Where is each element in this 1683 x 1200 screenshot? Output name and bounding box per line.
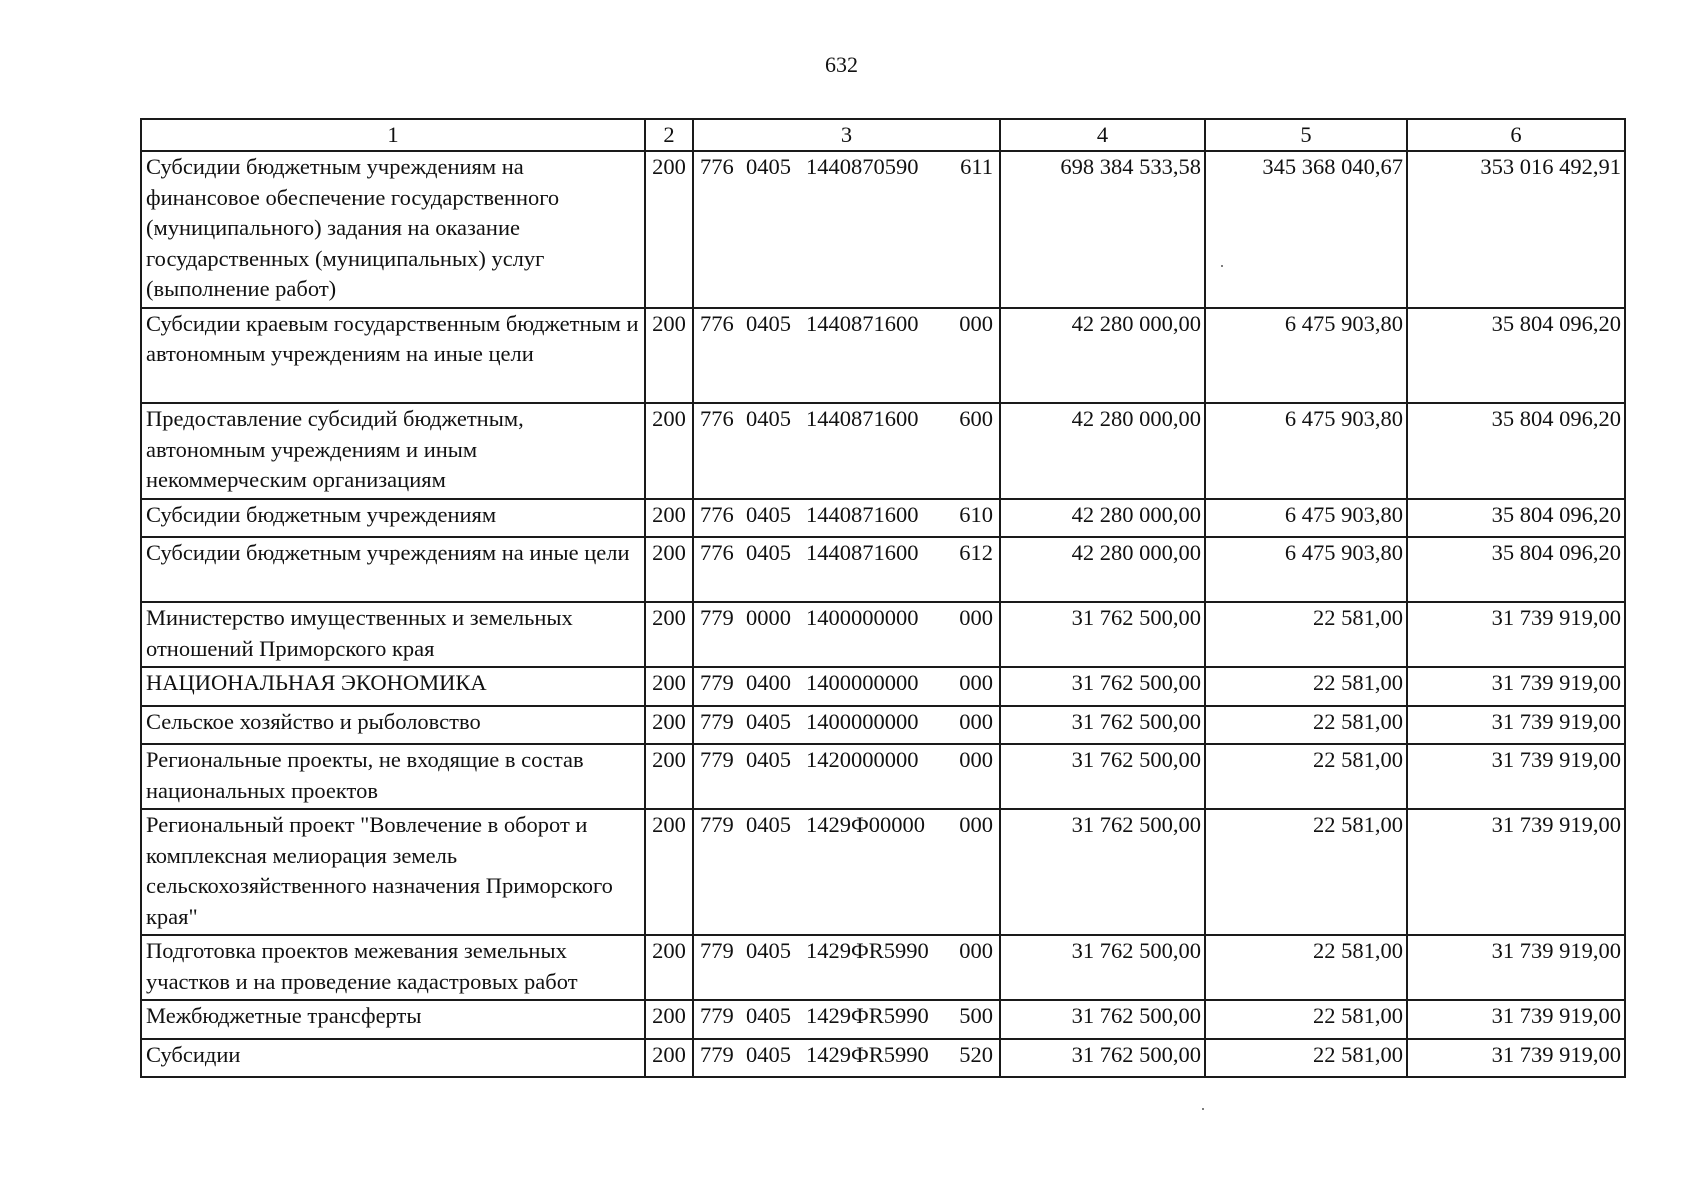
row-code-cell <box>693 403 1000 499</box>
expense-type-code: 000 <box>959 938 993 963</box>
target-article-code: 1440871600 <box>806 540 919 565</box>
row-col6-cell: 35 804 096,20 <box>1407 308 1625 404</box>
table-row <box>141 308 1625 404</box>
expense-type-code: 000 <box>959 812 993 837</box>
budget-code <box>700 500 993 531</box>
target-article-code: 1429ФR5990 <box>806 938 929 963</box>
budget-code <box>700 707 993 738</box>
expense-type-code: 520 <box>959 1041 993 1067</box>
target-article-code: 1400000000 <box>806 708 919 734</box>
budget-code <box>700 810 993 841</box>
column-header-6: 6 <box>1407 119 1625 151</box>
row-col2-cell: 200 <box>645 667 693 706</box>
row-col5-cell: 345 368 040,67 <box>1205 151 1407 308</box>
budget-code <box>700 538 993 569</box>
target-article-code: 1429Ф00000 <box>806 812 926 837</box>
table-header <box>141 119 1625 151</box>
scan-speck <box>1221 265 1223 267</box>
row-code-cell <box>693 499 1000 538</box>
admin-code: 776 <box>700 154 734 179</box>
row-name-cell: Министерство имущественных и земельных отношений Приморского края <box>141 602 645 667</box>
admin-code: 779 <box>700 747 734 772</box>
row-col6-cell: 31 739 919,00 <box>1407 744 1625 809</box>
section-code: 0405 <box>746 310 791 336</box>
row-code-cell <box>693 935 1000 1000</box>
section-code: 0405 <box>746 1003 791 1028</box>
expense-type-code: 610 <box>959 501 993 527</box>
row-col2-cell: 200 <box>645 809 693 935</box>
row-code-cell <box>693 744 1000 809</box>
row-col6-cell: 31 739 919,00 <box>1407 809 1625 935</box>
admin-code: 779 <box>700 1041 734 1067</box>
expense-type-code: 600 <box>959 406 993 431</box>
table-body <box>141 151 1625 1077</box>
section-code: 0405 <box>746 154 791 179</box>
row-col2-cell: 200 <box>645 308 693 404</box>
row-col4-cell: 31 762 500,00 <box>1000 706 1205 745</box>
row-col2-cell: 200 <box>645 403 693 499</box>
row-col2-cell: 200 <box>645 602 693 667</box>
row-col5-cell: 6 475 903,80 <box>1205 537 1407 602</box>
expense-type-code: 612 <box>959 540 993 565</box>
budget-code <box>700 1001 993 1032</box>
budget-code <box>700 309 993 340</box>
budget-code <box>700 152 993 183</box>
target-article-code: 1440871600 <box>806 406 919 431</box>
expense-type-code: 000 <box>959 310 993 336</box>
section-code: 0405 <box>746 540 791 565</box>
table-row <box>141 667 1625 706</box>
row-col5-cell: 22 581,00 <box>1205 667 1407 706</box>
row-col6-cell: 353 016 492,91 <box>1407 151 1625 308</box>
row-col2-cell: 200 <box>645 499 693 538</box>
row-col2-cell: 200 <box>645 151 693 308</box>
row-col6-cell: 31 739 919,00 <box>1407 602 1625 667</box>
table-row <box>141 602 1625 667</box>
budget-code <box>700 745 993 776</box>
row-col4-cell: 42 280 000,00 <box>1000 403 1205 499</box>
row-code-cell <box>693 1000 1000 1039</box>
header-row <box>141 119 1625 151</box>
target-article-code: 1440871600 <box>806 310 919 336</box>
row-col5-cell: 6 475 903,80 <box>1205 499 1407 538</box>
row-col5-cell: 6 475 903,80 <box>1205 403 1407 499</box>
row-col6-cell: 31 739 919,00 <box>1407 667 1625 706</box>
row-col4-cell: 31 762 500,00 <box>1000 1039 1205 1078</box>
row-name-cell: Региональные проекты, не входящие в состав национальных проектов <box>141 744 645 809</box>
row-col4-cell: 31 762 500,00 <box>1000 809 1205 935</box>
column-header-2: 2 <box>645 119 693 151</box>
table-row <box>141 499 1625 538</box>
row-col6-cell: 31 739 919,00 <box>1407 935 1625 1000</box>
column-header-5: 5 <box>1205 119 1407 151</box>
row-col4-cell: 31 762 500,00 <box>1000 602 1205 667</box>
admin-code: 776 <box>700 406 734 431</box>
section-code: 0405 <box>746 747 791 772</box>
row-col6-cell: 35 804 096,20 <box>1407 537 1625 602</box>
row-col6-cell: 31 739 919,00 <box>1407 706 1625 745</box>
table-row <box>141 1000 1625 1039</box>
table-row <box>141 1039 1625 1078</box>
row-code-cell <box>693 602 1000 667</box>
admin-code: 779 <box>700 938 734 963</box>
section-code: 0405 <box>746 938 791 963</box>
row-col4-cell: 42 280 000,00 <box>1000 499 1205 538</box>
row-col4-cell: 31 762 500,00 <box>1000 744 1205 809</box>
budget-code <box>700 603 993 634</box>
row-col2-cell: 200 <box>645 537 693 602</box>
admin-code: 779 <box>700 670 734 695</box>
row-name-cell: Региональный проект "Вовлечение в оборот и комплексная мелиорация земель сельскохозяйственного назначения Приморского края" <box>141 809 645 935</box>
admin-code: 779 <box>700 812 734 837</box>
budget-code <box>700 1040 993 1071</box>
row-col5-cell: 22 581,00 <box>1205 744 1407 809</box>
row-name-cell: Предоставление субсидий бюджетным, автономным учреждениям и иным некоммерческим организациям <box>141 403 645 499</box>
row-col2-cell: 200 <box>645 706 693 745</box>
section-code: 0405 <box>746 501 791 527</box>
table-row <box>141 151 1625 308</box>
table-row <box>141 403 1625 499</box>
section-code: 0000 <box>746 605 791 630</box>
target-article-code: 1400000000 <box>806 670 919 695</box>
row-col4-cell: 31 762 500,00 <box>1000 667 1205 706</box>
budget-code <box>700 404 993 435</box>
table-row <box>141 809 1625 935</box>
expense-type-code: 000 <box>959 605 993 630</box>
target-article-code: 1440871600 <box>806 501 919 527</box>
row-col4-cell: 42 280 000,00 <box>1000 308 1205 404</box>
row-name-cell: Межбюджетные трансферты <box>141 1000 645 1039</box>
row-code-cell <box>693 667 1000 706</box>
row-col6-cell: 35 804 096,20 <box>1407 499 1625 538</box>
section-code: 0405 <box>746 708 791 734</box>
row-col4-cell: 31 762 500,00 <box>1000 1000 1205 1039</box>
row-col5-cell: 22 581,00 <box>1205 706 1407 745</box>
section-code: 0405 <box>746 406 791 431</box>
budget-code <box>700 668 993 699</box>
admin-code: 779 <box>700 1003 734 1028</box>
row-col4-cell: 31 762 500,00 <box>1000 935 1205 1000</box>
row-code-cell <box>693 809 1000 935</box>
row-col6-cell: 35 804 096,20 <box>1407 403 1625 499</box>
section-code: 0405 <box>746 1041 791 1067</box>
row-code-cell <box>693 151 1000 308</box>
row-col5-cell: 22 581,00 <box>1205 1000 1407 1039</box>
target-article-code: 1429ФR5990 <box>806 1041 929 1067</box>
row-code-cell <box>693 537 1000 602</box>
expense-type-code: 611 <box>960 154 993 179</box>
target-article-code: 1440870590 <box>806 154 919 179</box>
row-name-cell: Субсидии бюджетным учреждениям <box>141 499 645 538</box>
admin-code: 776 <box>700 501 734 527</box>
admin-code: 779 <box>700 605 734 630</box>
row-name-cell: Субсидии <box>141 1039 645 1078</box>
expense-type-code: 000 <box>959 670 993 695</box>
table-row <box>141 935 1625 1000</box>
row-code-cell <box>693 308 1000 404</box>
row-col6-cell: 31 739 919,00 <box>1407 1039 1625 1078</box>
row-col2-cell: 200 <box>645 1039 693 1078</box>
row-col4-cell: 698 384 533,58 <box>1000 151 1205 308</box>
expense-type-code: 000 <box>959 708 993 734</box>
row-name-cell: Субсидии бюджетным учреждениям на финансовое обеспечение государственного (муниципального) задания на оказание государственных (муниципальных) услуг (выполнение работ) <box>141 151 645 308</box>
budget-code <box>700 936 993 967</box>
row-code-cell <box>693 706 1000 745</box>
admin-code: 779 <box>700 708 734 734</box>
row-col5-cell: 22 581,00 <box>1205 935 1407 1000</box>
admin-code: 776 <box>700 540 734 565</box>
expense-type-code: 000 <box>959 747 993 772</box>
row-name-cell: Субсидии бюджетным учреждениям на иные цели <box>141 537 645 602</box>
row-name-cell: НАЦИОНАЛЬНАЯ ЭКОНОМИКА <box>141 667 645 706</box>
row-name-cell: Субсидии краевым государственным бюджетным и автономным учреждениям на иные цели <box>141 308 645 404</box>
expense-type-code: 500 <box>959 1003 993 1028</box>
row-name-cell: Сельское хозяйство и рыболовство <box>141 706 645 745</box>
row-col5-cell: 22 581,00 <box>1205 1039 1407 1078</box>
table-row <box>141 537 1625 602</box>
target-article-code: 1400000000 <box>806 605 919 630</box>
column-header-4: 4 <box>1000 119 1205 151</box>
table-row <box>141 744 1625 809</box>
row-col5-cell: 6 475 903,80 <box>1205 308 1407 404</box>
section-code: 0400 <box>746 670 791 695</box>
row-name-cell: Подготовка проектов межевания земельных участков и на проведение кадастровых работ <box>141 935 645 1000</box>
section-code: 0405 <box>746 812 791 837</box>
row-col2-cell: 200 <box>645 935 693 1000</box>
column-header-1: 1 <box>141 119 645 151</box>
row-col4-cell: 42 280 000,00 <box>1000 537 1205 602</box>
scan-speck <box>1202 1108 1204 1110</box>
row-col2-cell: 200 <box>645 744 693 809</box>
target-article-code: 1420000000 <box>806 747 919 772</box>
row-col6-cell: 31 739 919,00 <box>1407 1000 1625 1039</box>
column-header-3: 3 <box>693 119 1000 151</box>
row-col2-cell: 200 <box>645 1000 693 1039</box>
budget-table <box>140 118 1626 1078</box>
target-article-code: 1429ФR5990 <box>806 1003 929 1028</box>
page-number: 632 <box>825 52 858 77</box>
admin-code: 776 <box>700 310 734 336</box>
table-row <box>141 706 1625 745</box>
row-col5-cell: 22 581,00 <box>1205 602 1407 667</box>
row-code-cell <box>693 1039 1000 1078</box>
row-col5-cell: 22 581,00 <box>1205 809 1407 935</box>
